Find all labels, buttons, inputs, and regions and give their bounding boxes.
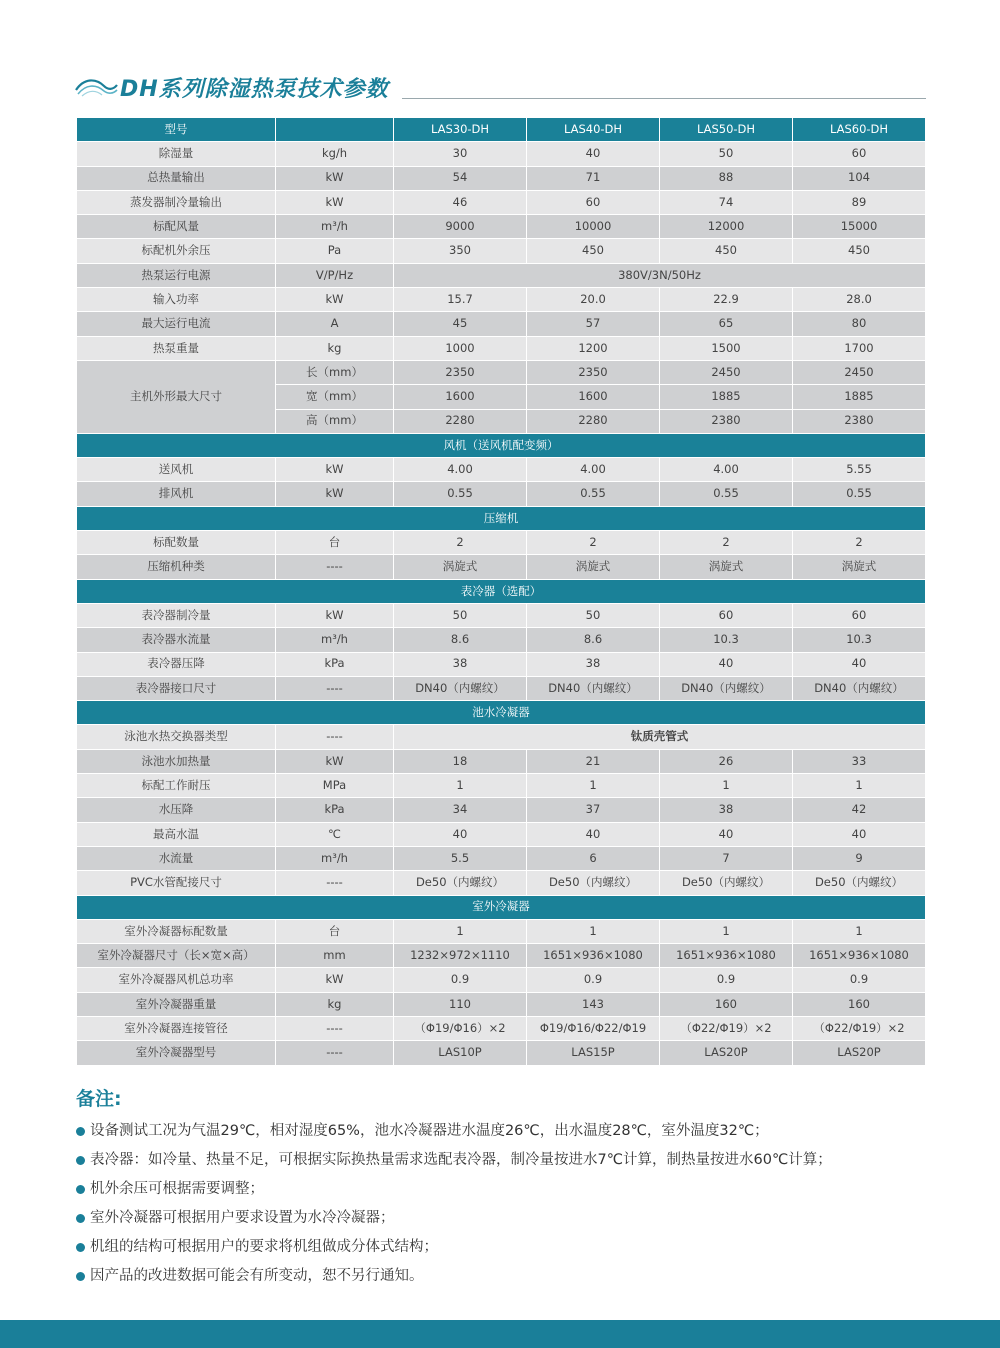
row-unit: kg [276, 992, 394, 1016]
row-value: 1600 [394, 385, 527, 409]
row-value: （Φ22/Φ19）×2 [660, 1016, 793, 1040]
row-value: 40 [793, 822, 926, 846]
row-value: 10000 [527, 215, 660, 239]
section-header-row [77, 895, 926, 919]
row-unit: m³/h [276, 846, 394, 870]
row-value: 45 [394, 312, 527, 336]
row-unit: kW [276, 749, 394, 773]
row-value: （Φ19/Φ16）×2 [394, 1016, 527, 1040]
row-value: 1 [527, 919, 660, 943]
note-text: 设备测试工况为气温29℃，相对湿度65%，池水冷凝器进水温度26℃，出水温度28℃，室外温度32℃； [90, 1123, 769, 1139]
row-value: 40 [660, 822, 793, 846]
note-text: 因产品的改进数据可能会有所变动，恕不另行通知。 [90, 1268, 424, 1284]
row-value: De50（内螺纹） [660, 871, 793, 895]
row-value: 350 [394, 239, 527, 263]
row-value: 1651×936×1080 [527, 944, 660, 968]
row-unit: Pa [276, 239, 394, 263]
row-label: 室外冷凝器尺寸（长×宽×高） [77, 944, 276, 968]
table-row [77, 531, 926, 555]
section-title: 室外冷凝器 [77, 895, 926, 919]
table-row [77, 215, 926, 239]
row-label: 最高水温 [77, 822, 276, 846]
row-value: 0.9 [527, 968, 660, 992]
table-row [77, 190, 926, 214]
row-value: 40 [527, 822, 660, 846]
row-value: 10.3 [660, 628, 793, 652]
row-unit: ---- [276, 725, 394, 749]
row-label: 标配工作耐压 [77, 774, 276, 798]
row-unit: ---- [276, 555, 394, 579]
row-label: 热泵重量 [77, 336, 276, 360]
row-value: 143 [527, 992, 660, 1016]
row-value: 26 [660, 749, 793, 773]
row-value: 5.55 [793, 458, 926, 482]
row-value: 5.5 [394, 846, 527, 870]
row-unit: kPa [276, 798, 394, 822]
row-value: 0.55 [793, 482, 926, 506]
row-value: 71 [527, 166, 660, 190]
row-unit: A [276, 312, 394, 336]
row-unit: kPa [276, 652, 394, 676]
note-text: 表冷器：如冷量、热量不足，可根据实际换热量需求选配表冷器，制冷量按进水7℃计算，制热量按进水60℃计算； [90, 1152, 832, 1168]
row-value: 15000 [793, 215, 926, 239]
row-label: 表冷器水流量 [77, 628, 276, 652]
row-label: 标配数量 [77, 531, 276, 555]
row-value: 1651×936×1080 [660, 944, 793, 968]
header-cell: LAS40-DH [527, 118, 660, 142]
title-divider [402, 98, 926, 99]
table-row [77, 919, 926, 943]
section-title: 风机（送风机配变频） [77, 433, 926, 457]
wave-logo-icon [74, 76, 118, 98]
row-label: 主机外形最大尺寸 [77, 360, 276, 433]
table-row [77, 652, 926, 676]
row-value: 60 [527, 190, 660, 214]
row-value: 1232×972×1110 [394, 944, 527, 968]
section-header-row [77, 433, 926, 457]
row-value: 30 [394, 142, 527, 166]
row-value: 2350 [394, 360, 527, 384]
row-value: 10.3 [793, 628, 926, 652]
page-title: DH系列除湿热泵技术参数 [120, 77, 389, 102]
table-row [77, 822, 926, 846]
row-label: 热泵运行电源 [77, 263, 276, 287]
row-label: 泳池水加热量 [77, 749, 276, 773]
row-unit: kW [276, 482, 394, 506]
row-value: 20.0 [527, 288, 660, 312]
row-value: 2450 [793, 360, 926, 384]
table-row [77, 968, 926, 992]
row-unit: ---- [276, 676, 394, 700]
row-value: LAS20P [793, 1041, 926, 1065]
row-value: 28.0 [793, 288, 926, 312]
row-unit: V/P/Hz [276, 263, 394, 287]
row-value: 2280 [527, 409, 660, 433]
bullet-icon [76, 1127, 85, 1136]
row-value: DN40（内螺纹） [527, 676, 660, 700]
table-row [77, 458, 926, 482]
row-unit: ℃ [276, 822, 394, 846]
spec-table [76, 117, 926, 1066]
row-value: 57 [527, 312, 660, 336]
row-value: 2 [793, 531, 926, 555]
row-value: 1700 [793, 336, 926, 360]
notes-title: 备注: [76, 1088, 122, 1110]
row-value: 1 [660, 919, 793, 943]
row-value: 33 [793, 749, 926, 773]
table-row [77, 1016, 926, 1040]
row-unit: 宽（mm） [276, 385, 394, 409]
header-cell [276, 118, 394, 142]
row-unit: ---- [276, 1016, 394, 1040]
section-header-row [77, 506, 926, 530]
table-row [77, 239, 926, 263]
row-unit: 长（mm） [276, 360, 394, 384]
row-label: 表冷器制冷量 [77, 603, 276, 627]
row-value: LAS20P [660, 1041, 793, 1065]
row-value: 60 [793, 142, 926, 166]
row-value: 21 [527, 749, 660, 773]
row-label: 室外冷凝器风机总功率 [77, 968, 276, 992]
row-value: 104 [793, 166, 926, 190]
row-label: 水流量 [77, 846, 276, 870]
table-row [77, 846, 926, 870]
row-value: 2 [660, 531, 793, 555]
row-value: 1200 [527, 336, 660, 360]
row-label: 除湿量 [77, 142, 276, 166]
bullet-icon [76, 1156, 85, 1165]
row-unit: m³/h [276, 215, 394, 239]
row-value: 74 [660, 190, 793, 214]
row-value: 88 [660, 166, 793, 190]
row-value: 2380 [793, 409, 926, 433]
row-label: 泳池水热交换器类型 [77, 725, 276, 749]
row-value: 34 [394, 798, 527, 822]
row-value: 54 [394, 166, 527, 190]
row-value: 60 [660, 603, 793, 627]
header-cell: LAS30-DH [394, 118, 527, 142]
row-value: 38 [394, 652, 527, 676]
header-cell: LAS50-DH [660, 118, 793, 142]
row-value: 涡旋式 [660, 555, 793, 579]
table-row [77, 288, 926, 312]
row-value: 涡旋式 [793, 555, 926, 579]
row-label: 水压降 [77, 798, 276, 822]
header-cell: LAS60-DH [793, 118, 926, 142]
row-value: LAS15P [527, 1041, 660, 1065]
row-value-merged: 钛质壳管式 [394, 725, 926, 749]
row-value: 50 [527, 603, 660, 627]
table-row [77, 603, 926, 627]
row-label: 送风机 [77, 458, 276, 482]
row-value: 8.6 [527, 628, 660, 652]
bullet-icon [76, 1243, 85, 1252]
row-label: 室外冷凝器标配数量 [77, 919, 276, 943]
row-label: 室外冷凝器型号 [77, 1041, 276, 1065]
row-value: De50（内螺纹） [394, 871, 527, 895]
row-unit: kW [276, 166, 394, 190]
row-value: 50 [660, 142, 793, 166]
row-value: 42 [793, 798, 926, 822]
row-value: 2 [527, 531, 660, 555]
row-value: De50（内螺纹） [527, 871, 660, 895]
row-unit: 台 [276, 531, 394, 555]
row-value: 0.9 [394, 968, 527, 992]
row-unit: m³/h [276, 628, 394, 652]
bullet-icon [76, 1214, 85, 1223]
table-row [77, 336, 926, 360]
row-label: 标配风量 [77, 215, 276, 239]
row-value: 38 [660, 798, 793, 822]
row-label: 输入功率 [77, 288, 276, 312]
table-row [77, 555, 926, 579]
row-value: 8.6 [394, 628, 527, 652]
row-value: 15.7 [394, 288, 527, 312]
row-value: 40 [793, 652, 926, 676]
row-value: DN40（内螺纹） [793, 676, 926, 700]
row-unit: 高（mm） [276, 409, 394, 433]
row-value: 1600 [527, 385, 660, 409]
row-unit: 台 [276, 919, 394, 943]
table-row [77, 871, 926, 895]
page-header [74, 72, 926, 104]
row-value: Φ19/Φ16/Φ22/Φ19 [527, 1016, 660, 1040]
table-row [77, 628, 926, 652]
header-cell: 型号 [77, 118, 276, 142]
row-value: （Φ22/Φ19）×2 [793, 1016, 926, 1040]
row-unit: MPa [276, 774, 394, 798]
row-value: 1 [793, 919, 926, 943]
note-text: 室外冷凝器可根据用户要求设置为水冷冷凝器； [90, 1210, 395, 1226]
bullet-icon [76, 1185, 85, 1194]
row-value: 450 [660, 239, 793, 263]
row-value: 2450 [660, 360, 793, 384]
row-value: 160 [793, 992, 926, 1016]
table-row [77, 774, 926, 798]
row-value: 18 [394, 749, 527, 773]
table-header-row [77, 118, 926, 142]
table-row [77, 676, 926, 700]
row-value: 1 [394, 919, 527, 943]
row-value: 46 [394, 190, 527, 214]
row-value: 2 [394, 531, 527, 555]
row-unit: kW [276, 190, 394, 214]
row-value: 37 [527, 798, 660, 822]
section-header-row [77, 579, 926, 603]
row-value: 0.55 [394, 482, 527, 506]
row-value: 1885 [660, 385, 793, 409]
note-item [76, 1262, 956, 1291]
row-value: 60 [793, 603, 926, 627]
row-unit: kW [276, 288, 394, 312]
row-value: LAS10P [394, 1041, 527, 1065]
row-value: 22.9 [660, 288, 793, 312]
row-unit: ---- [276, 1041, 394, 1065]
row-label: 压缩机种类 [77, 555, 276, 579]
table-row [77, 482, 926, 506]
row-value: 0.9 [793, 968, 926, 992]
row-value: 450 [527, 239, 660, 263]
row-value: 4.00 [660, 458, 793, 482]
table-row [77, 312, 926, 336]
row-value: 1 [527, 774, 660, 798]
table-row [77, 944, 926, 968]
row-value: 4.00 [394, 458, 527, 482]
note-text: 机外余压可根据需要调整； [90, 1181, 264, 1197]
row-value: 110 [394, 992, 527, 1016]
row-value: 40 [660, 652, 793, 676]
row-value: 2280 [394, 409, 527, 433]
row-value: 40 [527, 142, 660, 166]
row-label: 蒸发器制冷量输出 [77, 190, 276, 214]
row-label: 表冷器压降 [77, 652, 276, 676]
row-label: 标配机外余压 [77, 239, 276, 263]
note-text: 机组的结构可根据用户的要求将机组做成分体式结构； [90, 1239, 438, 1255]
row-value: 6 [527, 846, 660, 870]
row-value: 1000 [394, 336, 527, 360]
row-value: 涡旋式 [394, 555, 527, 579]
notes-section [76, 1084, 956, 1291]
row-value: De50（内螺纹） [793, 871, 926, 895]
table-row [77, 166, 926, 190]
section-title: 表冷器（选配） [77, 579, 926, 603]
row-value: 38 [527, 652, 660, 676]
row-value: 涡旋式 [527, 555, 660, 579]
row-unit: kW [276, 458, 394, 482]
row-value: 0.55 [660, 482, 793, 506]
table-row [77, 798, 926, 822]
row-value: 89 [793, 190, 926, 214]
row-value: DN40（内螺纹） [394, 676, 527, 700]
row-value: 0.55 [527, 482, 660, 506]
row-value: 1 [394, 774, 527, 798]
row-value: 1 [793, 774, 926, 798]
row-value: 1 [660, 774, 793, 798]
table-row [77, 263, 926, 287]
row-label: 室外冷凝器连接管径 [77, 1016, 276, 1040]
footer-bar [0, 1320, 1000, 1348]
table-row [77, 749, 926, 773]
row-value: 12000 [660, 215, 793, 239]
table-row [77, 360, 926, 384]
row-value: 7 [660, 846, 793, 870]
row-value: 65 [660, 312, 793, 336]
row-value: DN40（内螺纹） [660, 676, 793, 700]
row-value: 0.9 [660, 968, 793, 992]
row-value: 160 [660, 992, 793, 1016]
note-item [76, 1146, 956, 1175]
row-value-merged: 380V/3N/50Hz [394, 263, 926, 287]
row-unit: kW [276, 968, 394, 992]
row-value: 50 [394, 603, 527, 627]
row-label: 表冷器接口尺寸 [77, 676, 276, 700]
table-row [77, 725, 926, 749]
row-value: 80 [793, 312, 926, 336]
row-unit: kg [276, 336, 394, 360]
row-value: 9000 [394, 215, 527, 239]
row-label: PVC水管配接尺寸 [77, 871, 276, 895]
row-label: 室外冷凝器重量 [77, 992, 276, 1016]
row-value: 40 [394, 822, 527, 846]
row-value: 4.00 [527, 458, 660, 482]
table-row [77, 992, 926, 1016]
row-value: 1885 [793, 385, 926, 409]
row-value: 2380 [660, 409, 793, 433]
table-row [77, 1041, 926, 1065]
row-label: 最大运行电流 [77, 312, 276, 336]
row-unit: kg/h [276, 142, 394, 166]
row-unit: kW [276, 603, 394, 627]
section-title: 压缩机 [77, 506, 926, 530]
section-header-row [77, 701, 926, 725]
note-item [76, 1204, 956, 1233]
row-unit: ---- [276, 871, 394, 895]
bullet-icon [76, 1272, 85, 1281]
row-value: 2350 [527, 360, 660, 384]
row-value: 9 [793, 846, 926, 870]
table-row [77, 142, 926, 166]
row-label: 总热量输出 [77, 166, 276, 190]
row-unit: mm [276, 944, 394, 968]
note-item [76, 1233, 956, 1262]
note-item [76, 1175, 956, 1204]
note-item [76, 1117, 956, 1146]
row-value: 450 [793, 239, 926, 263]
section-title: 池水冷凝器 [77, 701, 926, 725]
spec-table-body [77, 118, 926, 1066]
row-value: 1500 [660, 336, 793, 360]
row-label: 排风机 [77, 482, 276, 506]
row-value: 1651×936×1080 [793, 944, 926, 968]
